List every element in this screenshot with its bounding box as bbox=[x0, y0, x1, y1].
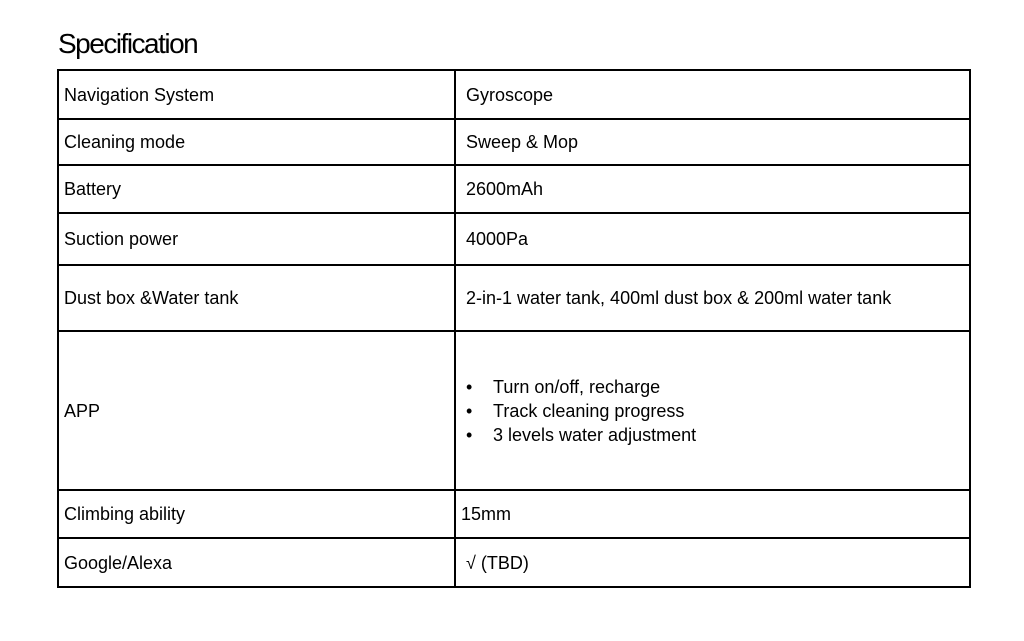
app-feature-list bbox=[466, 375, 969, 447]
spec-label: Navigation System bbox=[58, 70, 455, 119]
spec-value: √ (TBD) bbox=[455, 538, 970, 587]
spec-value: Gyroscope bbox=[455, 70, 970, 119]
spec-value: 2-in-1 water tank, 400ml dust box & 200ml water tank bbox=[455, 265, 970, 331]
bullet-icon: • bbox=[466, 424, 473, 445]
specification-table bbox=[57, 69, 971, 588]
spec-value: 15mm bbox=[455, 490, 970, 538]
table-row bbox=[58, 490, 970, 538]
spec-label: Google/Alexa bbox=[58, 538, 455, 587]
table-row bbox=[58, 538, 970, 587]
table-row bbox=[58, 265, 970, 331]
page-title: Specification bbox=[58, 28, 198, 59]
spec-label: Dust box &Water tank bbox=[58, 265, 455, 331]
table-row bbox=[58, 165, 970, 213]
table-row bbox=[58, 70, 970, 119]
list-item bbox=[466, 423, 969, 447]
list-item-text: 3 levels water adjustment bbox=[493, 424, 697, 445]
spec-value: Sweep & Mop bbox=[455, 119, 970, 165]
spec-label: Cleaning mode bbox=[58, 119, 455, 165]
list-item bbox=[466, 399, 969, 423]
table-row bbox=[58, 119, 970, 165]
list-item bbox=[466, 375, 969, 399]
bullet-icon: • bbox=[466, 400, 473, 421]
spec-label: Battery bbox=[58, 165, 455, 213]
table-row bbox=[58, 331, 970, 490]
spec-label: APP bbox=[58, 331, 455, 490]
spec-value: 2600mAh bbox=[455, 165, 970, 213]
spec-label: Suction power bbox=[58, 213, 455, 265]
list-item-text: Turn on/off, recharge bbox=[493, 376, 661, 397]
bullet-icon: • bbox=[466, 376, 473, 397]
table-row bbox=[58, 213, 970, 265]
spec-value bbox=[455, 331, 970, 490]
list-item-text: Track cleaning progress bbox=[493, 400, 685, 421]
spec-value: 4000Pa bbox=[455, 213, 970, 265]
spec-label: Climbing ability bbox=[58, 490, 455, 538]
